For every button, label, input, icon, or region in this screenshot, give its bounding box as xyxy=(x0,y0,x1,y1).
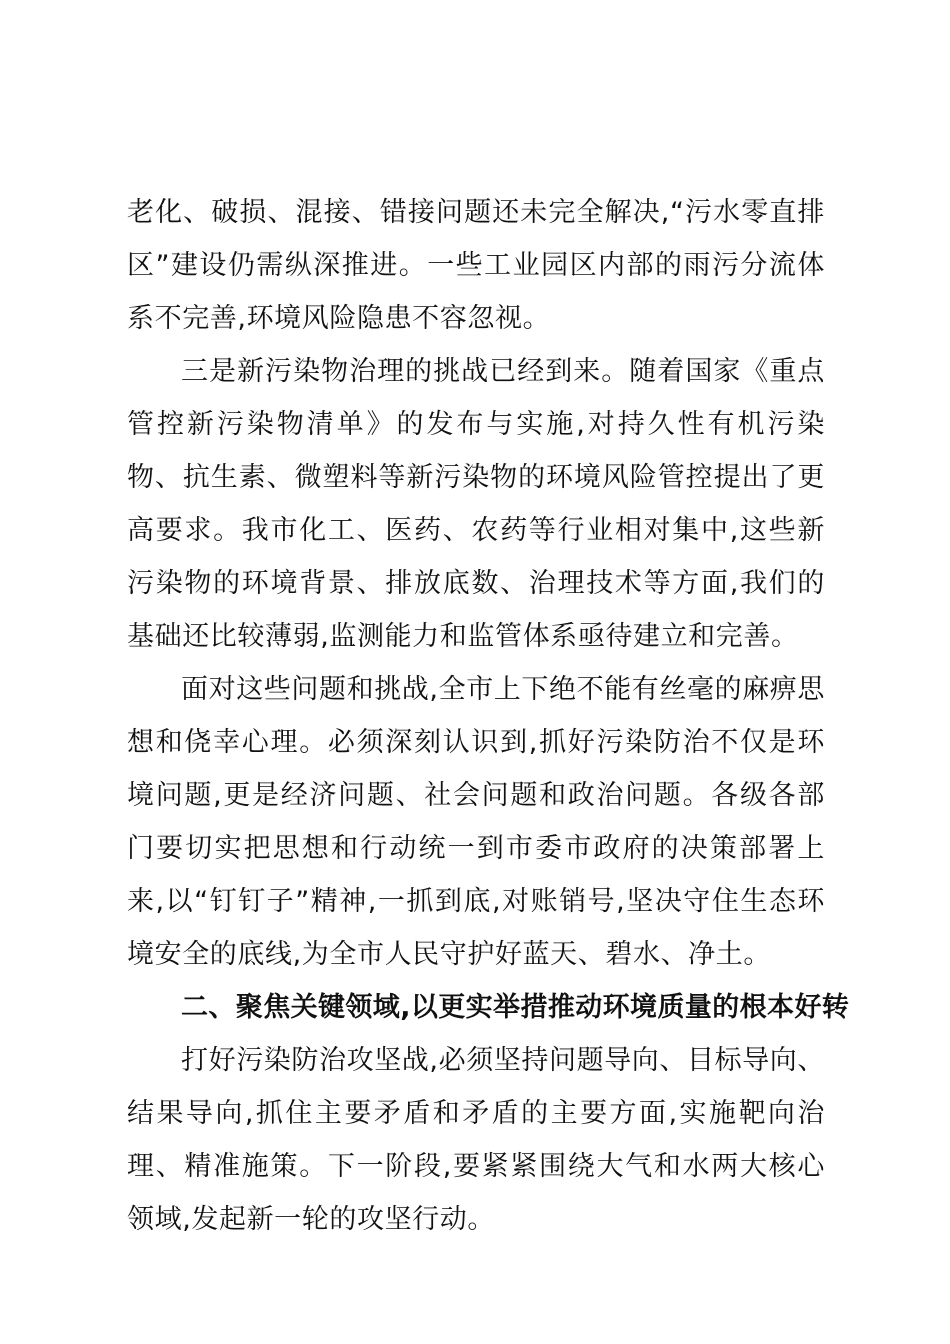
paragraph-new-pollutants: 三是新污染物治理的挑战已经到来。随着国家《重点管控新污染物清单》的发布与实施,对持久性有机污染物、抗生素、微塑料等新污染物的环境风险管控提出了更高要求。我市化工、医药、农药等行业相对集中,这些新污染物的环境背景、排放底数、治理技术等方面,我们的基础还比较薄弱,监测能力和监管体系亟待建立和完善。 xyxy=(127,356,825,652)
paragraph-challenges: 面对这些问题和挑战,全市上下绝不能有丝毫的麻痹思想和侥幸心理。必须深刻认识到,抓好污染防治不仅是环境问题,更是经济问题、社会问题和政治问题。各级各部门要切实把思想和行动统一到市委市政府的决策部署上来,以“钉钉子”精神,一抓到底,对账销号,坚决守住生态环境安全的底线,为全市人民守护好蓝天、碧水、净土。 xyxy=(127,674,825,970)
document-body xyxy=(127,186,850,1246)
section-heading: 二、聚焦关键领域,以更实举措推动环境质量的根本好转 xyxy=(181,992,850,1023)
paragraph-section-intro: 打好污染防治攻坚战,必须坚持问题导向、目标导向、结果导向,抓住主要矛盾和矛盾的主要方面,实施靶向治理、精准施策。下一阶段,要紧紧围绕大气和水两大核心领域,发起新一轮的攻坚行动。 xyxy=(127,1045,825,1235)
paragraph-continuation: 老化、破损、混接、错接问题还未完全解决,“污水零直排区”建设仍需纵深推进。一些工业园区内部的雨污分流体系不完善,环境风险隐患不容忽视。 xyxy=(127,197,825,334)
